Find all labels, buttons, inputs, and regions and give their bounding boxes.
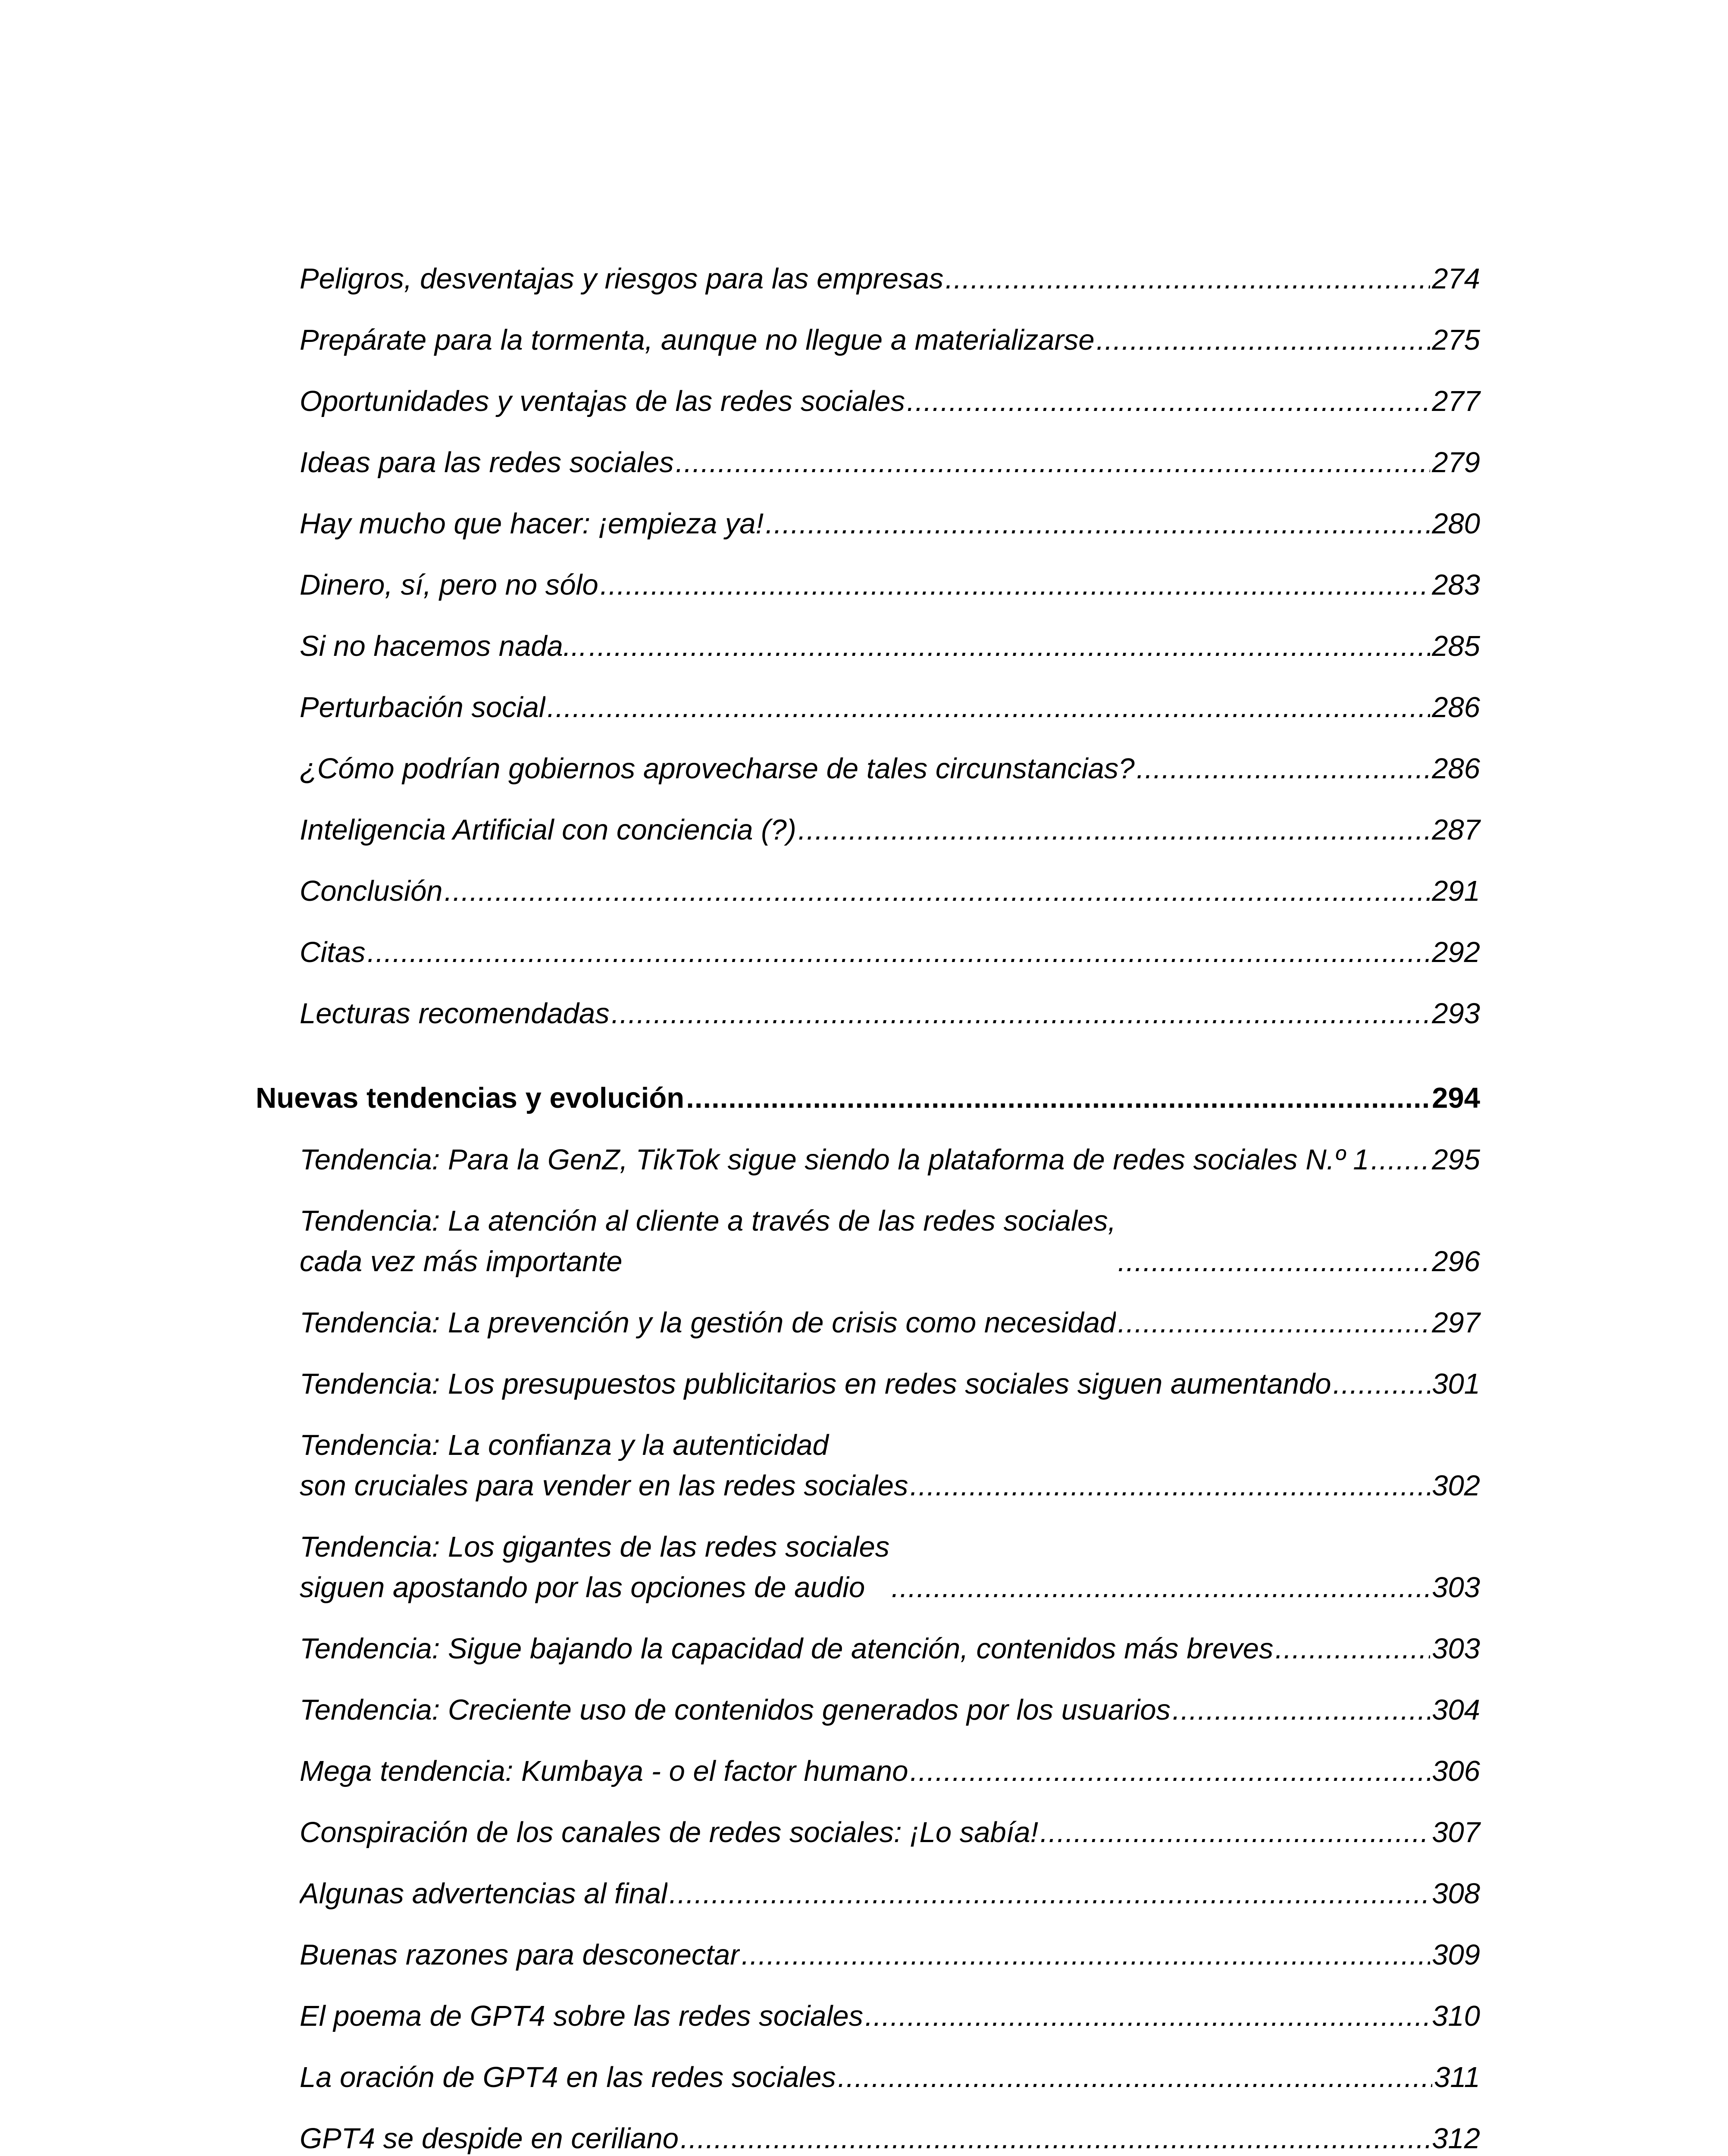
dot-leader <box>1136 749 1431 789</box>
toc-entry[interactable] <box>300 626 1480 667</box>
toc-entry-title: Conclusión <box>300 875 443 907</box>
dot-leader <box>1172 1690 1430 1730</box>
toc-entry[interactable] <box>300 1527 1480 1608</box>
toc-entry-title: Ideas para las redes sociales <box>300 446 674 479</box>
toc-entry-page: 293 <box>1432 997 1480 1030</box>
toc-entry-title: GPT4 se despide en ceriliano <box>300 2122 679 2155</box>
toc-entry[interactable] <box>300 320 1480 360</box>
toc-entry[interactable] <box>300 871 1480 912</box>
toc-entry-title: Citas <box>300 936 366 968</box>
toc-entry-title: Oportunidades y ventajas de las redes sociales <box>300 385 905 417</box>
toc-entry-title: Tendencia: Los presupuestos publicitarios en redes sociales siguen aumentando <box>300 1368 1331 1400</box>
toc-entry-page: 275 <box>1432 324 1480 356</box>
toc-entry-page: 292 <box>1432 936 1480 968</box>
toc-entry-title: Tendencia: La prevención y la gestión de crisis como necesidad <box>300 1307 1116 1339</box>
dot-leader <box>1118 1241 1430 1282</box>
toc-entry[interactable] <box>300 2057 1480 2098</box>
toc-entry[interactable] <box>300 1996 1480 2037</box>
toc-entry-page: 283 <box>1432 569 1480 601</box>
toc-entry[interactable] <box>300 749 1480 789</box>
dot-leader <box>669 1874 1430 1914</box>
toc-entry-page: 295 <box>1432 1144 1480 1176</box>
toc-entry-page: 302 <box>1432 1470 1480 1502</box>
toc-entry[interactable] <box>300 687 1480 728</box>
toc-entry-title: Algunas advertencias al final <box>300 1877 667 1910</box>
toc-entry[interactable] <box>300 442 1480 483</box>
toc-entry[interactable] <box>300 1303 1480 1343</box>
dot-leader <box>910 1466 1430 1506</box>
toc-entry[interactable] <box>300 932 1480 973</box>
toc-entry-title: ¿Cómo podrían gobiernos aprovecharse de tales circunstancias? <box>300 752 1135 785</box>
toc-entry-title: Conspiración de los canales de redes sociales: ¡Lo sabía! <box>300 1816 1039 1849</box>
toc-entry[interactable] <box>300 810 1480 850</box>
toc-entry-title: Prepárate para la tormenta, aunque no llegue a materializarse <box>300 324 1095 356</box>
toc-entry-title: El poema de GPT4 sobre las redes sociales <box>300 2000 864 2032</box>
toc-entry-title: Mega tendencia: Kumbaya - o el factor humano <box>300 1755 908 1787</box>
toc-entry-title: Hay mucho que hacer: ¡empieza ya! <box>300 508 764 540</box>
toc-entry-page: 291 <box>1432 875 1480 907</box>
toc-entry-title: Perturbación social <box>300 691 545 724</box>
toc-entry[interactable] <box>300 993 1480 1034</box>
toc-entry-page: 277 <box>1432 385 1480 417</box>
toc-entry-page: 306 <box>1432 1755 1480 1787</box>
toc-entry-title: Inteligencia Artificial con conciencia (?) <box>300 814 796 846</box>
toc-entry-title: Tendencia: Los gigantes de las redes sociales siguen apostando por las opciones de audio <box>300 1531 890 1604</box>
toc-entry-page: 311 <box>1434 2061 1480 2093</box>
toc-entry-page: 301 <box>1432 1368 1480 1400</box>
toc-entry[interactable] <box>300 504 1480 544</box>
toc-entry-page: 296 <box>1432 1245 1480 1278</box>
dot-leader <box>1096 320 1431 360</box>
dot-leader <box>680 2118 1430 2156</box>
dot-leader <box>367 932 1431 973</box>
toc-entry-title: Peligros, desventajas y riesgos para las empresas <box>300 263 944 295</box>
toc-entry-page: 297 <box>1432 1307 1480 1339</box>
toc-entry-title: Tendencia: Para la GenZ, TikTok sigue siendo la plataforma de redes sociales N.º 1 <box>300 1144 1369 1176</box>
toc-entry-title: La oración de GPT4 en las redes sociales <box>300 2061 836 2093</box>
toc-entry[interactable] <box>300 2118 1480 2156</box>
toc-entry-page: 304 <box>1432 1694 1480 1726</box>
dot-leader <box>838 2057 1432 2098</box>
toc-chapter-page: 294 <box>1432 1082 1480 1114</box>
toc-entry[interactable] <box>300 565 1480 605</box>
dot-leader <box>676 442 1430 483</box>
toc-entry[interactable] <box>300 1751 1480 1792</box>
toc-entry-page: 312 <box>1432 2122 1480 2155</box>
dot-leader <box>1333 1364 1430 1404</box>
toc-entry-title: Tendencia: La atención al cliente a través de las redes sociales, cada vez más importante <box>300 1205 1116 1278</box>
dot-leader <box>907 381 1430 422</box>
dot-leader <box>611 993 1430 1034</box>
toc-entry-title: Tendencia: La confianza y la autenticidad son cruciales para vender en las redes sociales <box>300 1429 908 1502</box>
toc-entry[interactable] <box>300 1874 1480 1914</box>
toc-entry[interactable] <box>300 1812 1480 1853</box>
toc-entry-page: 303 <box>1432 1571 1480 1604</box>
dot-leader <box>444 871 1430 912</box>
toc-entry-page: 279 <box>1432 446 1480 479</box>
dot-leader <box>945 259 1430 299</box>
dot-leader <box>798 810 1430 850</box>
toc-entry-page: 280 <box>1432 508 1480 540</box>
toc-entry-page: 286 <box>1432 752 1480 785</box>
toc-entry-page: 309 <box>1432 1939 1480 1971</box>
toc-entry-page: 307 <box>1432 1816 1480 1849</box>
dot-leader <box>589 626 1431 667</box>
toc-entry[interactable] <box>300 1935 1480 1975</box>
toc-entry[interactable] <box>300 1690 1480 1730</box>
toc-entry[interactable] <box>300 1140 1480 1180</box>
dot-leader <box>765 504 1430 544</box>
toc-entry[interactable] <box>300 259 1480 299</box>
toc-entry-page: 287 <box>1432 814 1480 846</box>
toc-entry-title: Buenas razones para desconectar <box>300 1939 740 1971</box>
dot-leader <box>600 565 1430 605</box>
dot-leader <box>1371 1140 1431 1180</box>
toc-entry-page: 303 <box>1432 1633 1480 1665</box>
toc-entry[interactable] <box>300 1364 1480 1404</box>
dot-leader <box>1275 1629 1431 1669</box>
toc-entry[interactable] <box>300 1201 1480 1282</box>
dot-leader <box>547 687 1430 728</box>
dot-leader <box>686 1078 1430 1119</box>
toc-entry-page: 310 <box>1432 2000 1480 2032</box>
toc-entry[interactable] <box>300 381 1480 422</box>
toc-entry[interactable] <box>300 1425 1480 1506</box>
dot-leader <box>1040 1812 1430 1853</box>
toc-entry-title: Tendencia: Creciente uso de contenidos generados por los usuarios <box>300 1694 1171 1726</box>
toc-entry-title: Dinero, sí, pero no sólo <box>300 569 598 601</box>
toc-chapter-entry[interactable] <box>256 1078 1480 1119</box>
dot-leader <box>742 1935 1431 1975</box>
toc-entry-title: Tendencia: Sigue bajando la capacidad de atención, contenidos más breves <box>300 1633 1274 1665</box>
toc-chapter-title: Nuevas tendencias y evolución <box>256 1082 685 1114</box>
toc-entry-page: 308 <box>1432 1877 1480 1910</box>
toc-entry[interactable] <box>300 1629 1480 1669</box>
toc-entry-title: Si no hacemos nada... <box>300 630 587 662</box>
dot-leader <box>891 1567 1430 1608</box>
dot-leader <box>1118 1303 1430 1343</box>
toc-entry-page: 286 <box>1432 691 1480 724</box>
toc-entry-page: 285 <box>1432 630 1480 662</box>
dot-leader <box>865 1996 1430 2037</box>
dot-leader <box>910 1751 1431 1792</box>
toc-entry-page: 274 <box>1432 263 1480 295</box>
toc-entry-title: Lecturas recomendadas <box>300 997 610 1030</box>
